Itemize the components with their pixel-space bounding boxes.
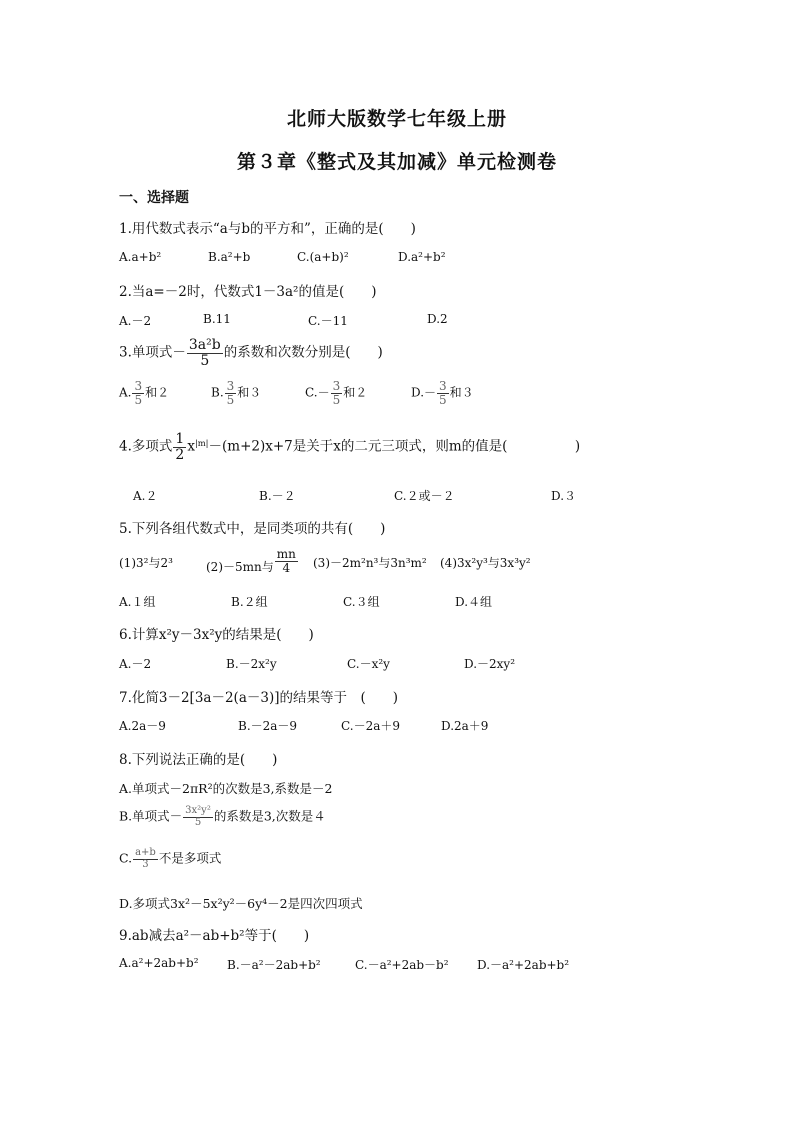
option-a: A.２ bbox=[133, 489, 158, 503]
question-6: 6.计算x²y－3x²y的结果是( ) bbox=[119, 627, 314, 643]
option-d: D.４组 bbox=[455, 595, 493, 609]
statement-c: C. $\frac{a+b}{3}$ 不是多项式 bbox=[119, 847, 222, 870]
option-c: C.－ $\frac{3}{5}$ 和２ bbox=[305, 379, 368, 407]
statement-a: A.单项式－2πR²的次数是3,系数是－2 bbox=[119, 781, 333, 796]
question-3-suffix: 的系数和次数分别是( ) bbox=[223, 344, 383, 361]
question-7: 7.化简3－2[3a－2(a－3)]的结果等于 ( ) bbox=[119, 690, 399, 706]
option-a: A.2a－9 bbox=[119, 719, 166, 733]
question-2: 2.当a=－2时，代数式1－3a²的值是( ) bbox=[119, 284, 377, 300]
option-d: D.－2xy² bbox=[464, 657, 516, 671]
option-d: D.2a＋9 bbox=[441, 719, 489, 733]
option-c: C.－2a＋9 bbox=[341, 719, 400, 733]
question-8: 8.下列说法正确的是( ) bbox=[119, 752, 278, 768]
question-1: 1.用代数式表示“a与b的平方和”，正确的是( ) bbox=[119, 221, 416, 237]
half-fraction: $\frac{1}{2}$ bbox=[175, 431, 185, 463]
section-heading: 一、选择题 bbox=[119, 190, 189, 206]
document-subtitle: 第３章《整式及其加减》单元检测卷 bbox=[236, 151, 557, 173]
option-d: D.a²+b² bbox=[398, 250, 446, 264]
option-d: D.－ $\frac{3}{5}$ 和３ bbox=[411, 379, 474, 407]
option-a: A.１组 bbox=[119, 595, 156, 609]
question-9: 9.ab减去a²－ab+b²等于( ) bbox=[119, 928, 310, 944]
option-c: C.－x²y bbox=[347, 657, 390, 671]
option-b: B.－2a－9 bbox=[238, 719, 298, 733]
option-a: A. $\frac{3}{5}$ 和２ bbox=[119, 379, 170, 407]
option-b: B.－2x²y bbox=[226, 657, 277, 671]
option-c: C.２或－２ bbox=[394, 489, 455, 503]
option-b: B.２组 bbox=[231, 595, 268, 609]
option-c: C.－11 bbox=[308, 314, 348, 328]
question-4: 4.多项式 $\frac{1}{2}$ $x^{|m|}-(m+2)x+7$是关于x的二元三项式，则m的值是( ) bbox=[119, 431, 581, 463]
option-b: B.a²+b bbox=[208, 250, 251, 264]
group-1: (1)3²与2³ bbox=[119, 556, 173, 570]
option-c: C.３组 bbox=[343, 595, 380, 609]
statement-d: D.多项式3x²－5x²y²－6y⁴－2是四次四项式 bbox=[119, 896, 363, 911]
question-5: 5.下列各组代数式中，是同类项的共有( ) bbox=[119, 521, 386, 537]
option-d: D.３ bbox=[551, 489, 577, 503]
group-3: (3)－2m²n³与3n³m² bbox=[313, 556, 427, 570]
group-2: (2)－5mn与 $\frac{mn}{4}$ bbox=[206, 547, 296, 575]
monomial-fraction: $\frac{\text{3a²b}}{5}$ bbox=[188, 337, 221, 369]
option-d: D.2 bbox=[427, 312, 448, 326]
option-b: B.－a²－2ab+b² bbox=[227, 958, 321, 972]
option-c: C.－a²+2ab－b² bbox=[355, 958, 449, 972]
option-a: A.－2 bbox=[119, 314, 152, 328]
option-b: B.－２ bbox=[259, 489, 296, 503]
question-3-prefix: 3.单项式－ bbox=[119, 344, 186, 361]
document-title: 北师大版数学七年级上册 bbox=[286, 108, 507, 130]
option-c: C.(a+b)² bbox=[297, 250, 349, 264]
group-4: (4)3x²y³与3x³y² bbox=[440, 556, 531, 570]
statement-b: B.单项式－ $\frac{\text{3x²y²}}{5}$ 的系数是3,次数是４ bbox=[119, 805, 326, 828]
option-a: A.a+b² bbox=[119, 250, 162, 264]
option-a: A.－2 bbox=[119, 657, 152, 671]
option-b: B. $\frac{3}{5}$ 和３ bbox=[211, 379, 262, 407]
question-3 bbox=[119, 338, 383, 368]
option-a: A.a²+2ab+b² bbox=[119, 956, 199, 970]
option-b: B.11 bbox=[203, 312, 231, 326]
option-d: D.－a²+2ab+b² bbox=[477, 958, 570, 972]
